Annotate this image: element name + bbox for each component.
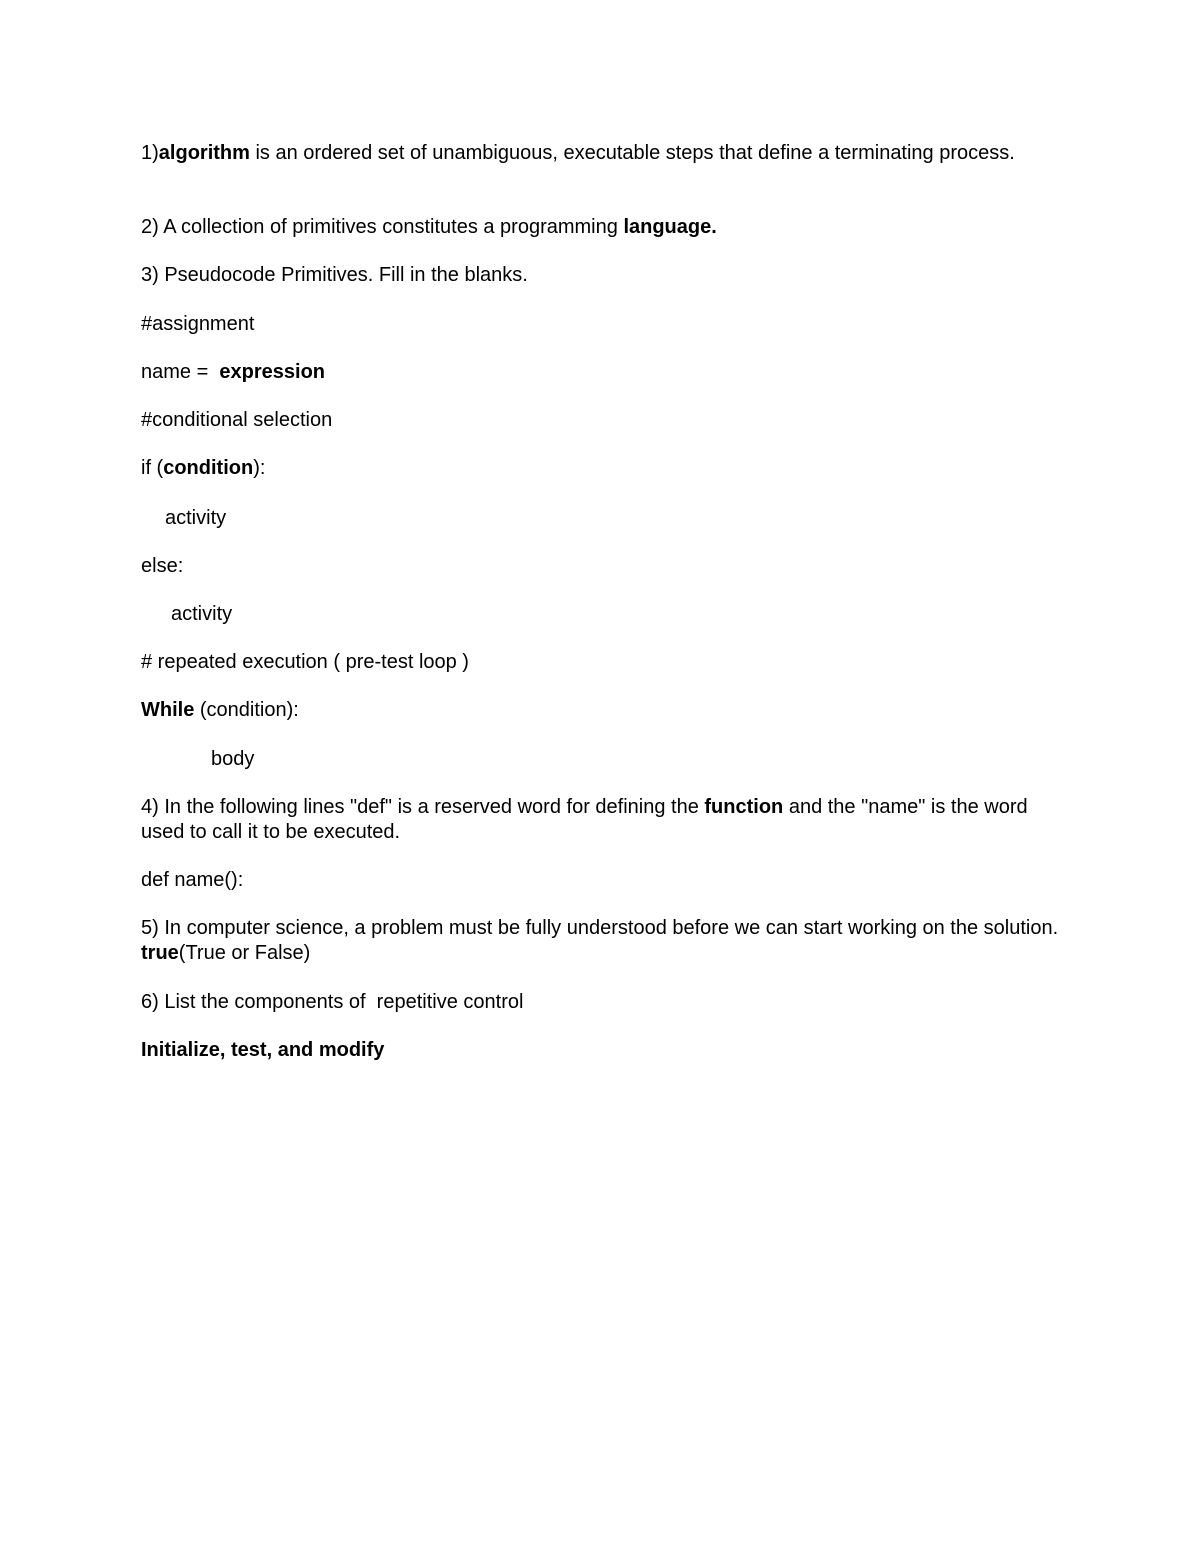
question-2-answer: language. <box>623 216 717 238</box>
question-5-answer: true <box>141 942 179 964</box>
if-line <box>141 456 1061 481</box>
question-4-rest: and the "name" is the word used to call it to be executed. <box>141 796 1034 843</box>
question-1-prefix: 1) <box>141 142 159 164</box>
question-4 <box>141 795 1061 845</box>
assignment-text: name = <box>141 361 220 383</box>
question-2 <box>141 215 1061 240</box>
else-line: else: <box>141 555 184 577</box>
question-2-text: 2) A collection of primitives constitutes a programming <box>141 216 624 238</box>
question-6-answer-text: Initialize, test, and modify <box>141 1039 385 1061</box>
if-activity: activity <box>165 507 227 529</box>
question-5-rest: (True or False) <box>178 942 311 964</box>
question-4-text: 4) In the following lines "def" is a reserved word for defining the <box>141 796 705 818</box>
while-rest: (condition): <box>194 699 299 721</box>
if-condition-answer: condition <box>163 457 254 479</box>
if-prefix: if ( <box>141 457 164 479</box>
while-keyword-answer: While <box>141 699 195 721</box>
else-activity: activity <box>171 603 233 625</box>
question-4-answer: function <box>704 796 784 818</box>
question-5 <box>141 916 1064 966</box>
question-1-text: is an ordered set of unambiguous, executable steps that define a terminating process. <box>249 142 1015 164</box>
def-line: def name(): <box>141 869 244 891</box>
assignment-line <box>141 360 1061 385</box>
question-3-text: 3) Pseudocode Primitives. Fill in the blanks. <box>141 264 528 286</box>
question-1-answer: algorithm <box>158 142 250 164</box>
conditional-comment: #conditional selection <box>141 409 333 431</box>
question-6 <box>141 990 1061 1015</box>
if-suffix: ): <box>253 457 266 479</box>
while-body: body <box>211 748 255 770</box>
assignment-answer: expression <box>219 361 325 383</box>
assignment-comment: #assignment <box>141 313 255 335</box>
question-5-text: 5) In computer science, a problem must be fully understood before we can start working on the solution. <box>141 917 1064 939</box>
question-6-text: 6) List the components of repetitive control <box>141 991 524 1013</box>
question-3 <box>141 263 1061 288</box>
question-6-answer <box>141 1038 1061 1063</box>
question-1 <box>141 141 1061 166</box>
loop-comment: # repeated execution ( pre-test loop ) <box>141 651 469 673</box>
while-line <box>141 698 1061 723</box>
